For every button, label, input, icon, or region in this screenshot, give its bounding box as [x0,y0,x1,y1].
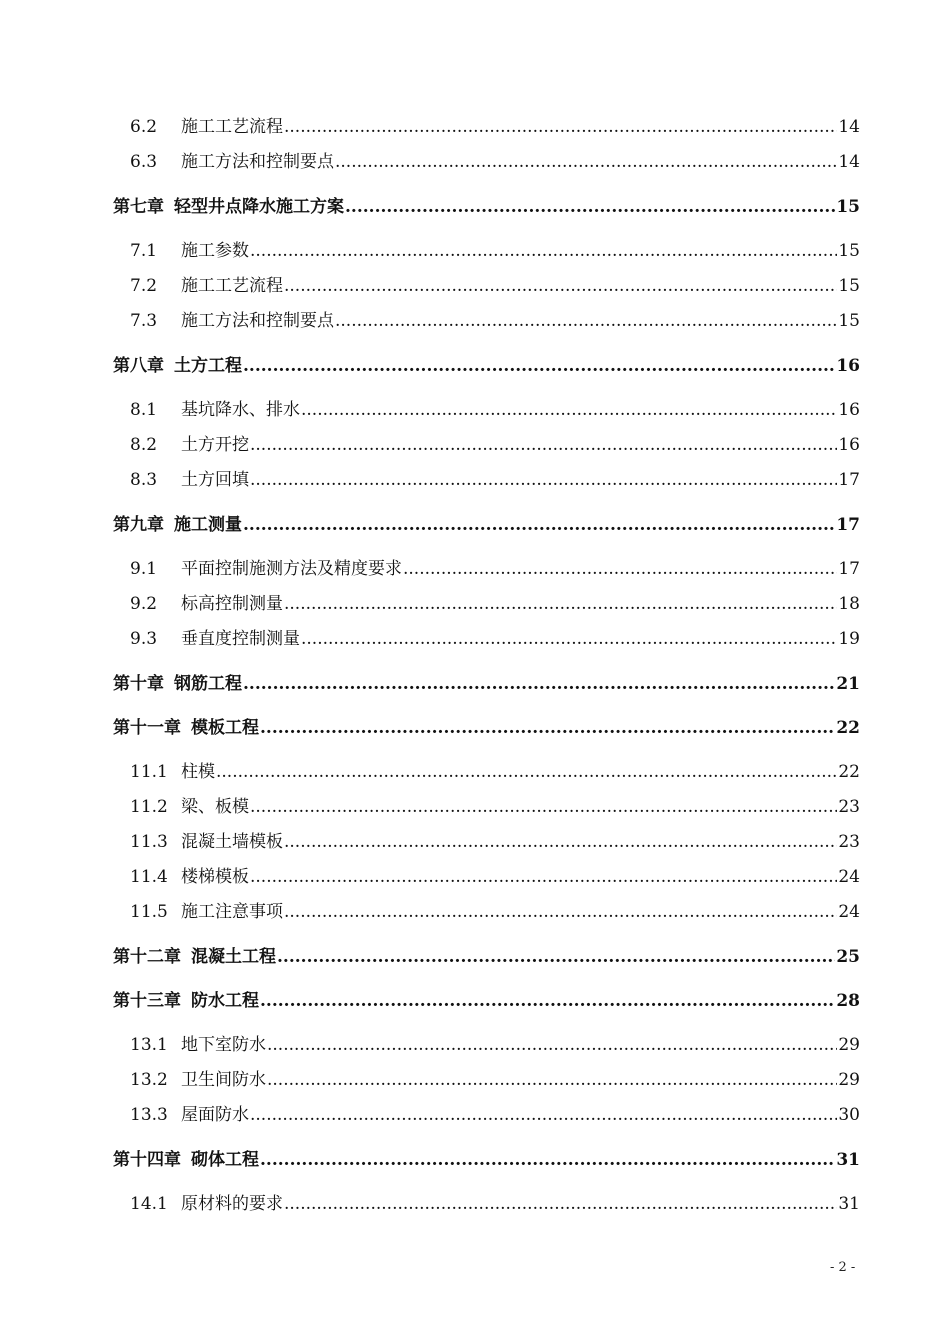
toc-chapter-entry[interactable] [113,986,860,1012]
toc-chapter-entry[interactable] [113,669,860,695]
toc-number: 8.2 [130,435,158,455]
toc-title: 卫生间防水 [181,1070,266,1090]
dot-leader [301,628,837,650]
dot-leader [267,1034,837,1056]
toc-number: 6.2 [130,117,158,137]
toc-page-number: 15 [838,276,860,296]
toc-chapter-entry[interactable] [113,351,860,377]
dot-leader [250,240,837,262]
toc-title: 标高控制测量 [181,594,283,614]
dot-leader [284,1193,837,1215]
toc-entry[interactable] [113,430,860,456]
toc-title: 施工参数 [181,241,249,261]
toc-entry[interactable] [113,465,860,491]
toc-number: 8.1 [130,400,158,420]
toc-number: 13.2 [130,1070,168,1090]
toc-chapter-entry[interactable] [113,1145,860,1171]
toc-page-number: 22 [836,718,860,738]
toc-entry[interactable] [113,897,860,923]
dot-leader [277,946,835,968]
toc-page-number: 15 [838,311,860,331]
toc-number: 9.2 [130,594,158,614]
toc-page-number: 14 [838,117,860,137]
toc-number: 9.3 [130,629,158,649]
toc-entry[interactable] [113,1030,860,1056]
toc-number: 6.3 [130,152,158,172]
toc-number: 第十章 [113,674,164,694]
toc-page-number: 29 [838,1070,860,1090]
toc-number: 11.5 [130,902,168,922]
toc-page-number: 16 [836,356,860,376]
toc-entry[interactable] [113,624,860,650]
toc-number: 11.4 [130,867,168,887]
toc-title: 土方开挖 [181,435,249,455]
dot-leader [335,151,837,173]
toc-entry[interactable] [113,757,860,783]
page-footer-number: - 2 - [830,1260,856,1275]
toc-number: 第七章 [113,197,164,217]
toc-title: 防水工程 [191,991,259,1011]
toc-number: 11.1 [130,762,168,782]
toc-chapter-entry[interactable] [113,510,860,536]
dot-leader [216,761,837,783]
dot-leader [243,355,835,377]
toc-number: 7.3 [130,311,158,331]
toc-entry[interactable] [113,554,860,580]
toc-number: 11.3 [130,832,168,852]
dot-leader [250,469,837,491]
toc-title: 柱模 [181,762,215,782]
dot-leader [243,514,835,536]
toc-entry[interactable] [113,1100,860,1126]
toc-entry[interactable] [113,827,860,853]
toc-page-number: 19 [838,629,860,649]
toc-title: 原材料的要求 [181,1194,283,1214]
dot-leader [250,434,837,456]
dot-leader [260,1149,835,1171]
toc-page-number: 28 [836,991,860,1011]
toc-title: 地下室防水 [181,1035,266,1055]
toc-number: 13.3 [130,1105,168,1125]
dot-leader [260,990,835,1012]
toc-page-number: 23 [838,797,860,817]
toc-title: 混凝土工程 [191,947,276,967]
toc-title: 梁、板模 [181,797,249,817]
toc-page-number: 25 [836,947,860,967]
toc-page-number: 16 [838,400,860,420]
toc-number: 7.2 [130,276,158,296]
toc-chapter-entry[interactable] [113,942,860,968]
toc-number: 第九章 [113,515,164,535]
dot-leader [284,116,837,138]
dot-leader [267,1069,837,1091]
toc-title: 施工方法和控制要点 [181,311,334,331]
toc-entry[interactable] [113,306,860,332]
toc-chapter-entry[interactable] [113,192,860,218]
toc-title: 基坑降水、排水 [181,400,300,420]
dot-leader [301,399,837,421]
toc-page-number: 31 [836,1150,860,1170]
toc-page-number: 16 [838,435,860,455]
dot-leader [250,1104,837,1126]
toc-entry[interactable] [113,1189,860,1215]
toc-entry[interactable] [113,112,860,138]
toc-number: 8.3 [130,470,158,490]
toc-page-number: 22 [838,762,860,782]
toc-entry[interactable] [113,147,860,173]
toc-page-number: 21 [836,674,860,694]
dot-leader [284,901,837,923]
toc-title: 施工注意事项 [181,902,283,922]
toc-page-number: 29 [838,1035,860,1055]
toc-title: 混凝土墙模板 [181,832,283,852]
dot-leader [284,593,837,615]
toc-page-number: 17 [836,515,860,535]
toc-title: 施工测量 [174,515,242,535]
dot-leader [335,310,837,332]
toc-number: 第八章 [113,356,164,376]
toc-page-number: 31 [838,1194,860,1214]
toc-page-number: 17 [838,559,860,579]
dot-leader [250,796,837,818]
toc-number: 第十三章 [113,991,181,1011]
toc-entry[interactable] [113,862,860,888]
toc-title: 平面控制施测方法及精度要求 [181,559,402,579]
toc-page-number: 18 [838,594,860,614]
dot-leader [284,831,837,853]
toc-chapter-entry[interactable] [113,713,860,739]
toc-number: 14.1 [130,1194,168,1214]
dot-leader [403,558,837,580]
toc-title: 轻型井点降水施工方案 [174,197,344,217]
toc-page-number: 23 [838,832,860,852]
toc-title: 施工工艺流程 [181,117,283,137]
toc-entry[interactable] [113,236,860,262]
toc-title: 模板工程 [191,718,259,738]
toc-number: 13.1 [130,1035,168,1055]
toc-title: 楼梯模板 [181,867,249,887]
toc-number: 第十二章 [113,947,181,967]
dot-leader [250,866,837,888]
toc-page-number: 24 [838,902,860,922]
dot-leader [243,673,835,695]
toc-title: 钢筋工程 [174,674,242,694]
toc-number: 9.1 [130,559,158,579]
toc-number: 第十四章 [113,1150,181,1170]
toc-entry[interactable] [113,271,860,297]
toc-entry[interactable] [113,589,860,615]
toc-entry[interactable] [113,395,860,421]
toc-title: 土方回填 [181,470,249,490]
toc-entry[interactable] [113,792,860,818]
dot-leader [284,275,837,297]
toc-title: 施工工艺流程 [181,276,283,296]
toc-title: 砌体工程 [191,1150,259,1170]
toc-page-number: 17 [838,470,860,490]
toc-page-number: 24 [838,867,860,887]
toc-title: 屋面防水 [181,1105,249,1125]
toc-page-number: 15 [838,241,860,261]
toc-page-number: 15 [836,197,860,217]
dot-leader [345,196,835,218]
toc-number: 第十一章 [113,718,181,738]
toc-number: 7.1 [130,241,158,261]
toc-title: 土方工程 [174,356,242,376]
toc-entry[interactable] [113,1065,860,1091]
dot-leader [260,717,835,739]
toc-page-number: 14 [838,152,860,172]
toc-title: 施工方法和控制要点 [181,152,334,172]
toc-title: 垂直度控制测量 [181,629,300,649]
toc-page-number: 30 [838,1105,860,1125]
toc-number: 11.2 [130,797,168,817]
